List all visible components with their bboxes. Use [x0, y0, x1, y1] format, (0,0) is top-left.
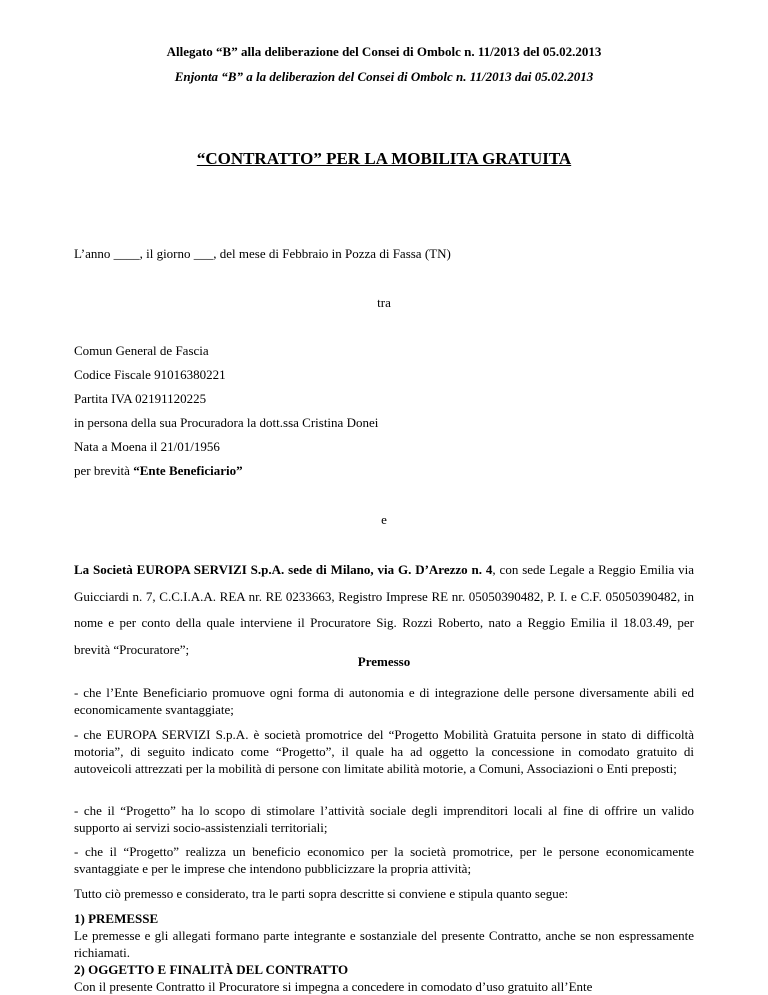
party1-name: Comun General de Fascia [74, 343, 209, 358]
premessa-item: - che l’Ente Beneficiario promuove ogni forma di autonomia e di integrazione delle persone diversamente abili ed economicamente svantaggiate; [74, 685, 694, 717]
header-annex-line: Allegato “B” alla deliberazione del Consei di Ombolc n. 11/2013 del 05.02.2013 [166, 44, 602, 59]
section-1-text: Le premesse e gli allegati formano parte integrante e sostanziale del presente Contratto, anche se non espressamente richiamati. [74, 928, 694, 960]
premessa-item: - che il “Progetto” realizza un beneficio economico per la società promotrice, per le persone economicamente svantaggiate e per le imprese che intendono pubblicizzare la propria attività; [74, 844, 694, 876]
section-2 [74, 961, 694, 995]
section-2-heading: 2) OGGETTO E FINALITÀ DEL CONTRATTO [74, 962, 349, 977]
intro-date-line: L’anno ____, il giorno ___, del mese di Febbraio in Pozza di Fassa (TN) [74, 246, 451, 261]
party1-representative: in persona della sua Procuradora la dott.ssa Cristina Donei [74, 415, 379, 430]
tra-label: tra [377, 295, 391, 310]
premessa-item: - che EUROPA SERVIZI S.p.A. è società promotrice del “Progetto Mobilità Gratuita persone in stato di difficoltà motoria”, di seguito indicato come “Progetto”, il quale ha ad oggetto la concessione in comodato gratuito di autoveicoli attrezzati per la mobilità di persone con limitate abilità motorie, a Comuni, Associazioni o Enti preposti; [74, 727, 694, 776]
party2-paragraph [74, 557, 694, 663]
document-title: “CONTRATTO” PER LA MOBILITA GRATUITA [196, 149, 572, 168]
section-1-heading: 1) PREMESSE [74, 911, 159, 926]
party2-details: , con sede Legale a Reggio Emilia via Guicciardi n. 7, C.C.I.A.A. REA nr. RE 0233663, Registro Imprese RE nr. 05050390482, P. I. e C.F. 05050390482, in nome e per conto della quale interviene il Procuratore Sig. Rozzi Roberto, nato a Reggio Emilia il 18.03.49, per brevità “Procuratore”; [74, 562, 694, 657]
party2-company: La Società EUROPA SERVIZI S.p.A. sede di Milano, via G. D’Arezzo n. 4 [74, 562, 493, 577]
premessa-item: - che il “Progetto” ha lo scopo di stimolare l’attività sociale degli imprenditori locali al fine di offrire un valido supporto ai servizi socio-assistenziali territoriali; [74, 803, 694, 835]
party1-alias-name: “Ente Beneficiario” [133, 463, 243, 478]
section-2-text: Con il presente Contratto il Procuratore si impegna a concedere in comodato d’uso gratuito all’Ente [74, 979, 593, 994]
tutto-premesso: Tutto ciò premesso e considerato, tra le parti sopra descritte si conviene e stipula quanto segue: [74, 886, 569, 901]
party1-alias [74, 463, 243, 479]
premesso-heading: Premesso [357, 654, 411, 669]
party1-alias-prefix: per brevità [74, 463, 134, 478]
party1-codice-fiscale: Codice Fiscale 91016380221 [74, 367, 226, 382]
party1-birth: Nata a Moena il 21/01/1956 [74, 439, 220, 454]
header-annex-line-ladin: Enjonta “B” a la deliberazion del Consei di Ombolc n. 11/2013 dai 05.02.2013 [174, 69, 594, 84]
e-label: e [381, 512, 387, 527]
party1-partita-iva: Partita IVA 02191120225 [74, 391, 207, 406]
section-1 [74, 910, 694, 961]
